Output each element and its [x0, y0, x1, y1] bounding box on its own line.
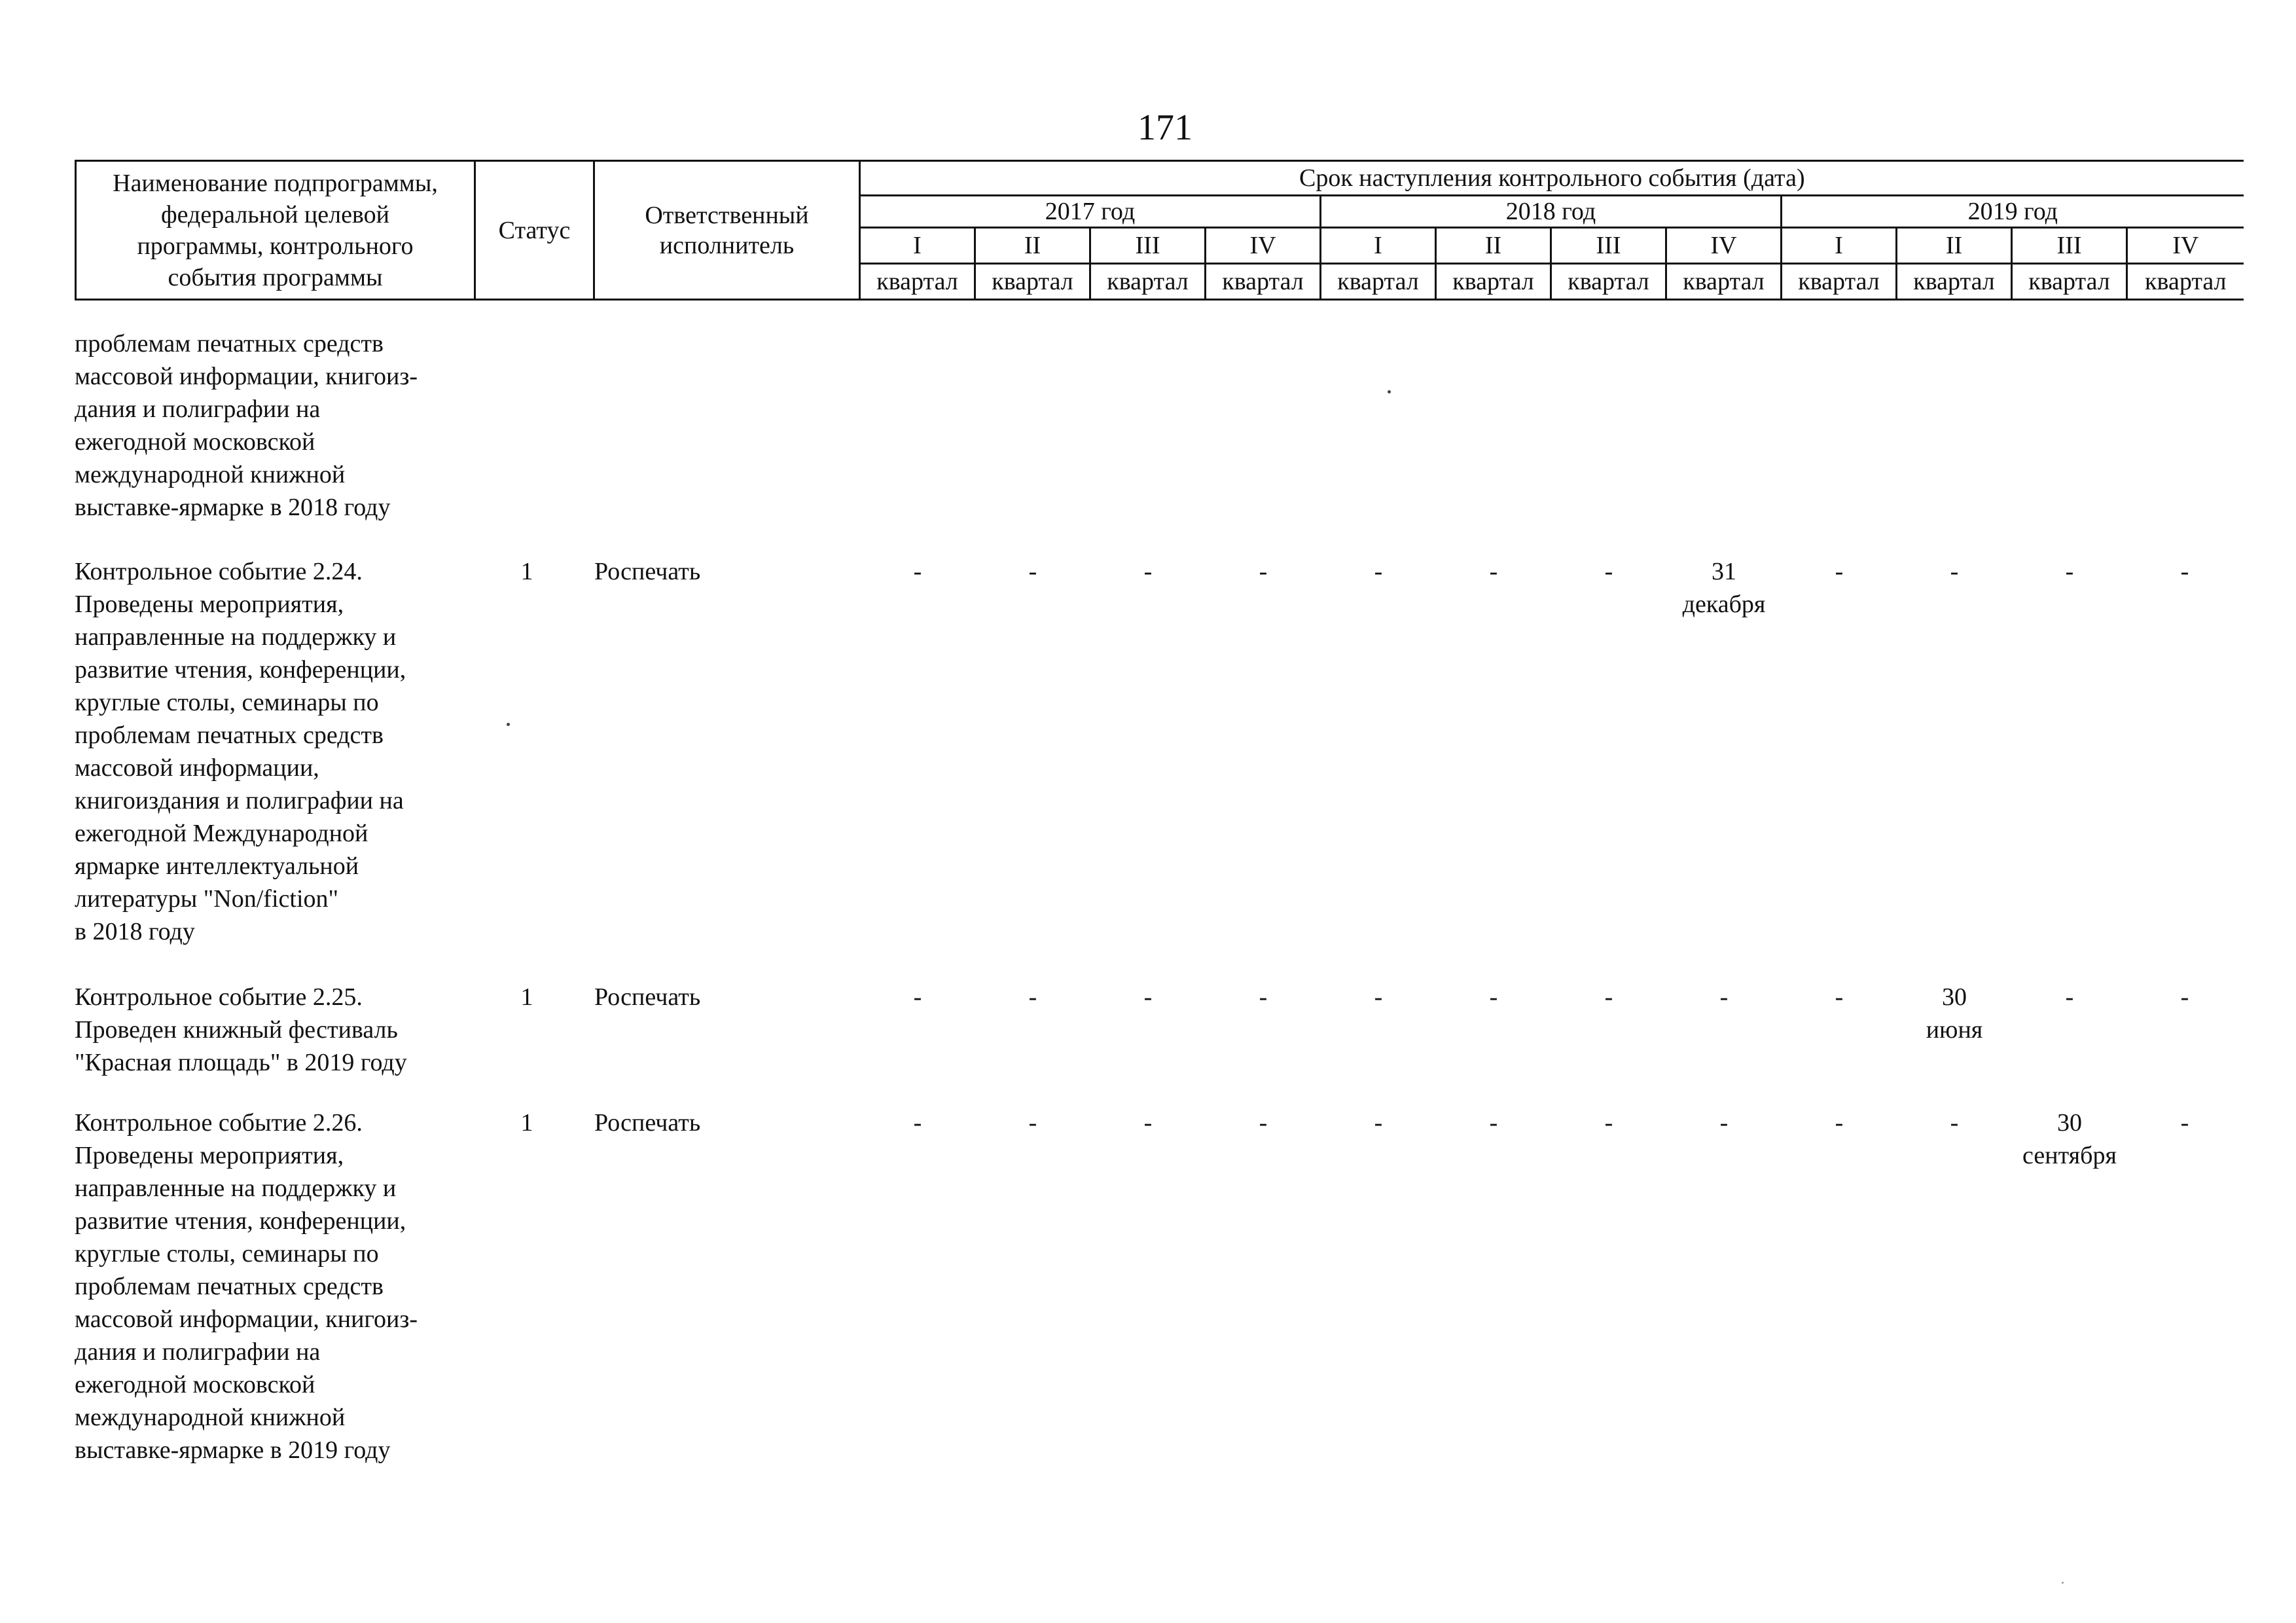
- header-quarter-roman: I: [1321, 228, 1436, 264]
- header-name-column: Наименование подпрограммы, федеральной целевой программы, контрольного события программы: [76, 161, 475, 300]
- event-name: Контрольное событие 2.26. Проведены мероприятия, направленные на поддержку и развитие чтения, конференции, круглые столы, семинары по проблемам печатных средств массовой информации, книгоиз- дания и полиграфии на ежегодной московской международной книжной выставке-ярмарке в 2019 году: [75, 1109, 418, 1464]
- header-quarter-roman: II: [975, 228, 1090, 264]
- event-status: 1: [520, 1109, 533, 1137]
- event-status: 1: [520, 558, 533, 585]
- event-quarter-cell: 30 июня: [1926, 983, 1983, 1044]
- event-quarter-cell: -: [1950, 1109, 1959, 1137]
- event-quarter-cell: -: [1835, 1109, 1844, 1137]
- event-quarter-cell: -: [2065, 558, 2074, 585]
- header-quarter-roman: II: [1897, 228, 2012, 264]
- event-quarter-cell: -: [1835, 558, 1844, 585]
- header-status-column: Статус: [475, 161, 594, 300]
- header-quarter-label: квартал: [1897, 264, 2012, 300]
- event-quarter-cell: -: [1489, 983, 1498, 1011]
- event-quarter-cell: -: [1028, 983, 1037, 1011]
- event-quarter-cell: -: [1374, 983, 1383, 1011]
- event-quarter-cell: -: [1604, 558, 1613, 585]
- header-quarter-label: квартал: [1090, 264, 1206, 300]
- scan-speck: [2062, 1582, 2064, 1584]
- header-quarter-label: квартал: [2127, 264, 2244, 300]
- event-quarter-cell: -: [1374, 1109, 1383, 1137]
- header-year-2019: 2019 год: [1782, 196, 2244, 228]
- event-quarter-cell: -: [2065, 983, 2074, 1011]
- header-executor-column: Ответственный исполнитель: [594, 161, 860, 300]
- header-quarter-label: квартал: [2012, 264, 2127, 300]
- header-quarter-roman: I: [860, 228, 975, 264]
- header-deadline-column: Срок наступления контрольного события (дата): [860, 161, 2244, 196]
- header-quarter-label: квартал: [1436, 264, 1551, 300]
- event-quarter-cell: -: [1259, 558, 1268, 585]
- event-executor: Роспечать: [594, 558, 701, 585]
- event-quarter-cell: -: [1489, 1109, 1498, 1137]
- header-quarter-roman: IV: [2127, 228, 2244, 264]
- header-quarter-label: квартал: [1782, 264, 1897, 300]
- header-quarter-label: квартал: [1321, 264, 1436, 300]
- header-quarter-roman: III: [2012, 228, 2127, 264]
- event-quarter-cell: -: [1028, 558, 1037, 585]
- header-quarter-label: квартал: [1666, 264, 1782, 300]
- event-quarter-cell: -: [1143, 983, 1153, 1011]
- header-quarter-roman: III: [1090, 228, 1206, 264]
- event-quarter-cell: -: [1143, 558, 1153, 585]
- header-quarter-roman: IV: [1206, 228, 1321, 264]
- event-quarter-cell: -: [2180, 558, 2189, 585]
- event-quarter-cell: 31 декабря: [1682, 558, 1766, 618]
- event-name: проблемам печатных средств массовой информации, книгоиз- дания и полиграфии на ежегодной московской международной книжной выставке-ярмарке в 2018 году: [75, 330, 418, 521]
- event-quarter-cell: -: [1489, 558, 1498, 585]
- table-header: [75, 160, 2244, 301]
- event-name: Контрольное событие 2.24. Проведены мероприятия, направленные на поддержку и развитие чтения, конференции, круглые столы, семинары по проблемам печатных средств массовой информации, книгоиздания и полиграфии на ежегодной Международной ярмарке интеллектуальной литературы "Non/fiction" в 2018 году: [75, 558, 406, 945]
- event-quarter-cell: -: [2180, 983, 2189, 1011]
- event-quarter-cell: -: [1719, 983, 1729, 1011]
- event-status: 1: [520, 983, 533, 1011]
- event-quarter-cell: -: [1028, 1109, 1037, 1137]
- event-quarter-cell: -: [1835, 983, 1844, 1011]
- event-quarter-cell: -: [1143, 1109, 1153, 1137]
- header-quarter-label: квартал: [1206, 264, 1321, 300]
- header-year-2017: 2017 год: [860, 196, 1321, 228]
- event-quarter-cell: -: [2180, 1109, 2189, 1137]
- event-quarter-cell: -: [1604, 983, 1613, 1011]
- event-quarter-cell: 30 сентября: [2022, 1109, 2117, 1169]
- event-quarter-cell: -: [1604, 1109, 1613, 1137]
- header-quarter-roman: I: [1782, 228, 1897, 264]
- event-quarter-cell: -: [1259, 1109, 1268, 1137]
- event-quarter-cell: -: [1374, 558, 1383, 585]
- scan-speck: [507, 723, 510, 726]
- header-quarter-roman: III: [1551, 228, 1666, 264]
- header-quarter-roman: II: [1436, 228, 1551, 264]
- header-year-2018: 2018 год: [1321, 196, 1782, 228]
- event-quarter-cell: -: [1259, 983, 1268, 1011]
- scan-speck: [1388, 390, 1391, 393]
- header-quarter-roman: IV: [1666, 228, 1782, 264]
- event-executor: Роспечать: [594, 1109, 701, 1137]
- page-number: 171: [1138, 107, 1193, 148]
- header-quarter-label: квартал: [1551, 264, 1666, 300]
- event-quarter-cell: -: [1719, 1109, 1729, 1137]
- header-quarter-label: квартал: [860, 264, 975, 300]
- header-quarter-label: квартал: [975, 264, 1090, 300]
- event-quarter-cell: -: [913, 1109, 922, 1137]
- event-quarter-cell: -: [1950, 558, 1959, 585]
- event-quarter-cell: -: [913, 983, 922, 1011]
- event-executor: Роспечать: [594, 983, 701, 1011]
- event-quarter-cell: -: [913, 558, 922, 585]
- event-name: Контрольное событие 2.25. Проведен книжный фестиваль "Красная площадь" в 2019 году: [75, 983, 407, 1076]
